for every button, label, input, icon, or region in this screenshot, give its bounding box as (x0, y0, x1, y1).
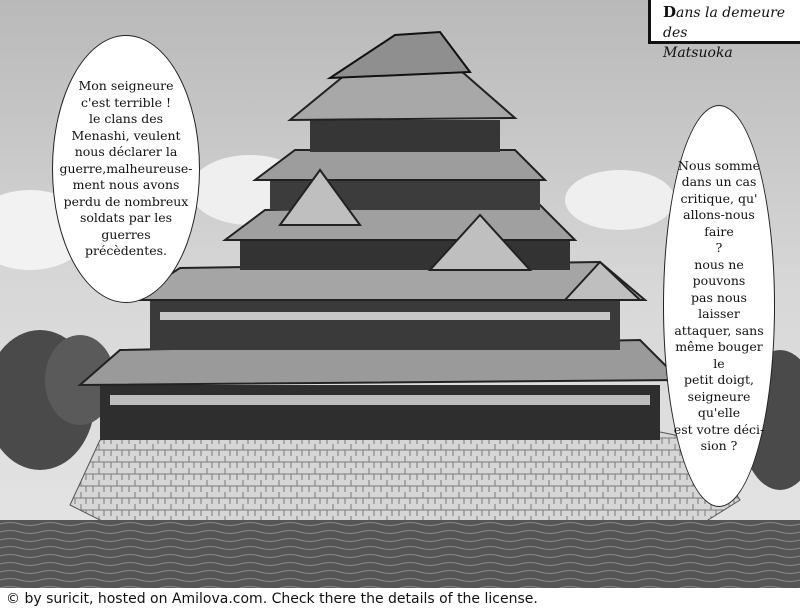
caption-line-2: Matsuoka (663, 45, 733, 61)
speech-bubble-left (52, 35, 200, 303)
castle-storey (310, 120, 500, 152)
speech-bubble-right-text: Nous somme dans un cas critique, qu' allons-nous faire ? nous ne pouvons pas nous laisser attaquer, sans même bouger le petit doigt, seigneure qu'elle est votre déci- sion ? (673, 157, 765, 453)
castle-storey (150, 300, 620, 350)
speech-bubble-left-text: Mon seigneure c'est terrible ! le clans des Menashi, veulent nous déclarer la guerre,malheureuse- ment nous avons perdu de nombreux soldats par les guerres précèdentes. (59, 78, 193, 259)
moat-water (0, 520, 800, 588)
license-credit: © by suricit, hosted on Amilova.com. Check there the details of the license. (0, 588, 800, 611)
speech-bubble-right (663, 105, 775, 507)
caption-drop-letter: D (663, 3, 677, 21)
cloud (565, 170, 675, 230)
castle-storey (100, 385, 660, 440)
caption-line-1: ans la demeure des (663, 5, 786, 41)
narration-caption (648, 0, 800, 61)
